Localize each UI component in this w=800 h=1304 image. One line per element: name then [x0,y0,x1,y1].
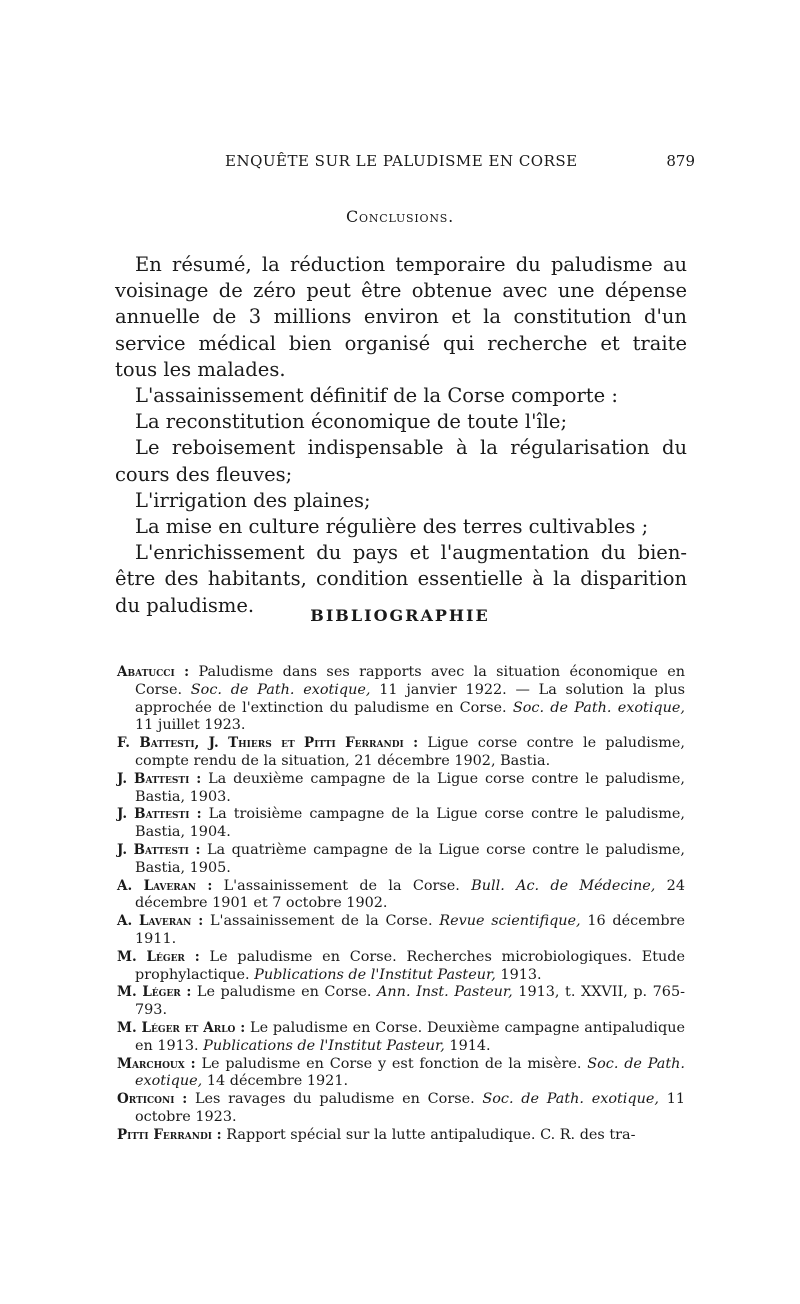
entry-journal: Soc. de Path. exotique, [190,681,371,698]
entry-text: L'assainissement de la Corse. [212,877,472,894]
entry-text: Rapport spécial sur la lutte antipaludique. C. R. des tra- [221,1126,636,1143]
running-header [105,152,695,174]
bibliography-entry [117,878,685,914]
entry-text: 11 octobre 1923. [135,1091,686,1125]
entry-journal: Ann. Inst. Pasteur, [377,984,513,1001]
bibliography-entry [117,1127,685,1145]
entry-author: F. Battesti, J. Thiers et Pitti Ferrandi : [117,735,419,752]
entry-text: Le paludisme en Corse y est fonction de la misère. [195,1055,588,1072]
bibliography-entry [117,806,685,842]
entry-text: Le paludisme en Corse. Deuxième campagne antipaludique en 1913. [135,1019,686,1054]
paragraph: L'assainissement définitif de la Corse comporte : [135,384,618,408]
entry-journal: Soc. de Path. exotique, [135,1055,685,1090]
entry-journal: Soc. de Path. exotique, [512,699,685,716]
entry-author: J. Battesti : [117,770,202,787]
entry-author: A. Laveran : [117,913,204,930]
entry-text: La troisième campagne de la Ligue corse contre le paludisme, Bastia, 1904. [135,806,685,841]
entry-author: Abatucci : [117,664,190,680]
entry-journal: Soc. de Path. exotique, [482,1091,659,1108]
entry-author: A. Laveran : [117,877,213,894]
entry-journal: Revue scientifique, [439,913,581,930]
entry-author: Marchoux : [117,1055,196,1072]
bibliography-entry [117,1091,685,1127]
entry-journal: Publications de l'Institut Pasteur, [203,1037,445,1054]
bibliography-entry [117,1020,685,1056]
entry-text: Le paludisme en Corse. Recherches microbiologiques. Etude prophylactique. [135,948,686,983]
paragraph: La reconstitution économique de toute l'île; [135,410,568,434]
bibliography-entry [117,735,685,771]
entry-text: 1913, t. XXVII, p. 765-793. [135,984,685,1019]
paragraph: L'irrigation des plaines; [135,488,371,512]
entry-author: M. Léger et Arlo : [117,1019,246,1036]
bibliography-entry [117,913,685,949]
paragraph: Le reboisement indispensable à la régularisation du cours des fleuves; [115,436,687,486]
entry-author: Orticoni : [117,1091,188,1108]
entry-journal: Publications de l'Institut Pasteur, [254,966,496,983]
entry-text: La quatrième campagne de la Ligue corse contre le paludisme, Bastia, 1905. [135,841,685,876]
entry-author: Pitti Ferrandi : [117,1126,222,1143]
entry-text: 11 janvier 1922. — La solution la plus approchée de l'extinction du paludisme en Corse. [135,681,685,716]
entry-journal: Bull. Ac. de Médecine, [471,877,656,894]
entry-author: M. Léger : [117,948,200,965]
bibliography-entry [117,984,685,1020]
page-number: 879 [666,152,695,170]
entry-text: La deuxième campagne de la Ligue corse contre le paludisme, Bastia, 1903. [135,770,685,805]
bibliography-entry [117,842,685,878]
conclusions-body [115,252,687,619]
running-title: ENQUÊTE SUR LE PALUDISME EN CORSE [225,152,578,170]
entry-text: 1913. [495,966,542,983]
entry-author: M. Léger : [117,984,192,1001]
bibliography-entry [117,771,685,807]
entry-text: 11 juillet 1923. [135,717,246,734]
entry-text: Ligue corse contre le paludisme, compte rendu de la situation, 21 décembre 1902, Bastia. [135,735,686,769]
entry-text: Paludisme dans ses rapports avec la situation économique en Corse. [135,664,685,698]
paragraph: En résumé, la réduction temporaire du paludisme au voisinage de zéro peut être obtenue avec une dépense annuelle de 3 millions environ et la constitution d'un service médical bien organisé qui recherche et traite tous les malades. [115,253,687,381]
bibliography-entry [117,664,685,735]
entry-author: J. Battesti : [117,806,202,823]
paragraph: L'enrichissement du pays et l'augmentation du bien-être des habitants, condition essentielle à la disparition du paludisme. [115,541,687,617]
entry-text: 16 décembre 1911. [135,913,685,947]
entry-text: 14 décembre 1921. [202,1073,349,1090]
entry-text: L'assainissement de la Corse. [203,913,440,930]
entry-text: 1914. [444,1037,491,1054]
entry-text: 24 décembre 1901 et 7 octobre 1902. [135,877,685,912]
entry-text: Les ravages du paludisme en Corse. [187,1091,483,1108]
bibliography-list [117,664,685,1145]
bibliography-entry [117,1056,685,1092]
bibliography-entry [117,949,685,985]
entry-text: Le paludisme en Corse. [191,984,378,1001]
entry-author: J. Battesti : [117,841,201,858]
paragraph: La mise en culture régulière des terres cultivables ; [135,515,649,539]
bibliography-heading: BIBLIOGRAPHIE [310,606,490,625]
section-heading: Conclusions. [345,207,455,226]
